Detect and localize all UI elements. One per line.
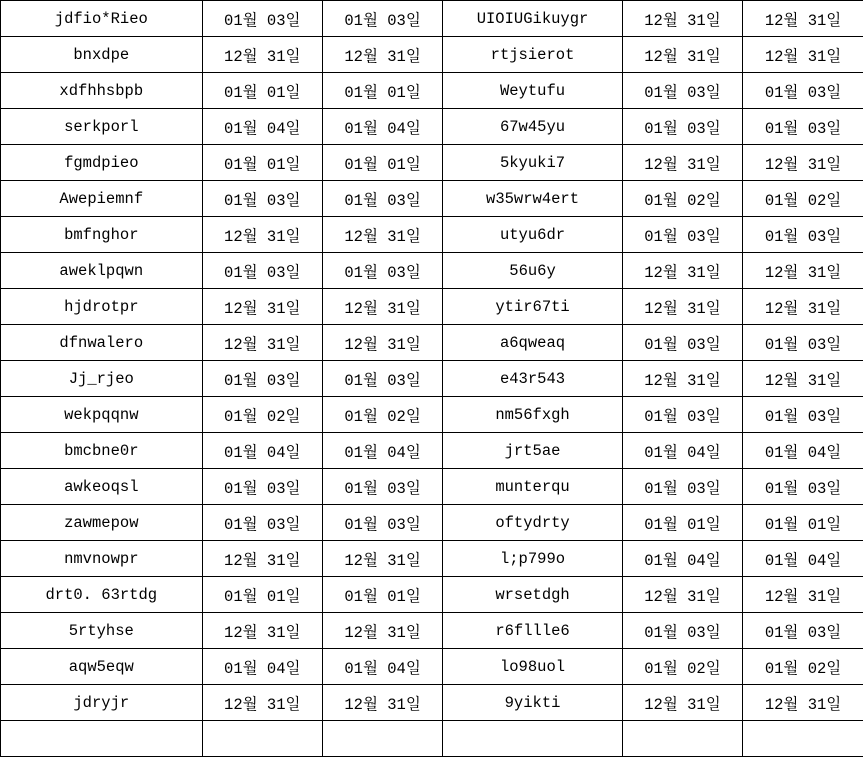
table-row [1, 37, 863, 73]
table-cell-name: ytir67ti [443, 289, 623, 325]
table-cell-date: 12월 31일 [202, 613, 322, 649]
table-cell-date: 12월 31일 [622, 145, 742, 181]
table-cell-date: 12월 31일 [202, 685, 322, 721]
table-cell-name: zawmepow [1, 505, 203, 541]
table-cell-name: dfnwalero [1, 325, 203, 361]
table-cell-name: 67w45yu [443, 109, 623, 145]
table-cell-date [743, 721, 863, 757]
table-cell-date: 12월 31일 [202, 289, 322, 325]
table-cell-name: a6qweaq [443, 325, 623, 361]
table-cell-date [622, 721, 742, 757]
table-row [1, 685, 863, 721]
table-cell-name: nm56fxgh [443, 397, 623, 433]
table-cell-name: xdfhhsbpb [1, 73, 203, 109]
table-cell-date: 01월 03일 [202, 1, 322, 37]
table-cell-date: 12월 31일 [622, 685, 742, 721]
table-cell-date: 12월 31일 [743, 361, 863, 397]
table-cell-date: 01월 03일 [743, 397, 863, 433]
table-cell-date: 01월 04일 [202, 109, 322, 145]
table-cell-date: 12월 31일 [202, 37, 322, 73]
table-row [1, 721, 863, 757]
table-cell-date: 01월 01일 [202, 145, 322, 181]
table-cell-date: 12월 31일 [322, 289, 442, 325]
table-cell-date: 01월 03일 [743, 325, 863, 361]
table-cell-date: 12월 31일 [322, 613, 442, 649]
table-cell-date: 01월 03일 [622, 217, 742, 253]
table-cell-name: 56u6y [443, 253, 623, 289]
table-cell-date: 12월 31일 [743, 37, 863, 73]
table-row [1, 433, 863, 469]
table-cell-date: 01월 01일 [322, 577, 442, 613]
table-cell-date [202, 721, 322, 757]
table-cell-date: 12월 31일 [743, 1, 863, 37]
table-cell-date: 01월 04일 [743, 541, 863, 577]
table-cell-name: e43r543 [443, 361, 623, 397]
table-row [1, 361, 863, 397]
table-row [1, 217, 863, 253]
table-cell-name: jdryjr [1, 685, 203, 721]
table-cell-date: 12월 31일 [743, 253, 863, 289]
table-cell-name [443, 721, 623, 757]
table-row [1, 541, 863, 577]
table-cell-date: 12월 31일 [743, 145, 863, 181]
table-cell-date: 01월 03일 [202, 253, 322, 289]
table-cell-date: 01월 01일 [743, 505, 863, 541]
table-cell-date: 01월 02일 [322, 397, 442, 433]
table-cell-name [1, 721, 203, 757]
table-cell-date: 01월 01일 [322, 145, 442, 181]
table-cell-date: 01월 03일 [202, 181, 322, 217]
table-cell-date: 12월 31일 [322, 37, 442, 73]
table-cell-date: 01월 04일 [622, 541, 742, 577]
table-cell-date: 01월 03일 [622, 397, 742, 433]
table-body [1, 1, 863, 757]
table-cell-date: 01월 03일 [743, 217, 863, 253]
table-cell-date: 01월 04일 [322, 649, 442, 685]
table-cell-name: aqw5eqw [1, 649, 203, 685]
table-cell-name: jrt5ae [443, 433, 623, 469]
table-cell-date: 12월 31일 [202, 541, 322, 577]
table-cell-date: 01월 03일 [322, 181, 442, 217]
table-cell-name: w35wrw4ert [443, 181, 623, 217]
table-cell-date: 01월 04일 [622, 433, 742, 469]
table-cell-name: lo98uol [443, 649, 623, 685]
table-cell-date: 01월 03일 [743, 469, 863, 505]
table-cell-date: 01월 03일 [322, 1, 442, 37]
table-cell-name: r6fllle6 [443, 613, 623, 649]
table-cell-date: 01월 01일 [202, 73, 322, 109]
table-cell-name: fgmdpieo [1, 145, 203, 181]
table-cell-date: 01월 03일 [743, 73, 863, 109]
table-cell-date: 12월 31일 [622, 289, 742, 325]
table-cell-date: 01월 03일 [622, 613, 742, 649]
table-cell-date: 12월 31일 [622, 37, 742, 73]
table-cell-name: UIOIUGikuygr [443, 1, 623, 37]
table-cell-date: 01월 02일 [743, 649, 863, 685]
table-cell-date: 12월 31일 [622, 253, 742, 289]
table-cell-date: 01월 03일 [743, 613, 863, 649]
table-row [1, 397, 863, 433]
table-cell-date: 01월 04일 [322, 433, 442, 469]
table-cell-date: 01월 03일 [322, 505, 442, 541]
table-cell-date: 01월 03일 [622, 469, 742, 505]
table-row [1, 649, 863, 685]
table-row [1, 325, 863, 361]
table-cell-name: Awepiemnf [1, 181, 203, 217]
table-cell-date: 01월 03일 [743, 109, 863, 145]
table-cell-name: nmvnowpr [1, 541, 203, 577]
table-cell-name: jdfio*Rieo [1, 1, 203, 37]
table-row [1, 253, 863, 289]
table-cell-name: l;p799o [443, 541, 623, 577]
table-cell-date: 12월 31일 [322, 217, 442, 253]
table-cell-date: 01월 01일 [322, 73, 442, 109]
table-cell-date [322, 721, 442, 757]
table-row [1, 577, 863, 613]
table-cell-name: utyu6dr [443, 217, 623, 253]
table-cell-date: 01월 04일 [202, 649, 322, 685]
table-cell-date: 12월 31일 [202, 325, 322, 361]
table-row [1, 73, 863, 109]
table-cell-date: 12월 31일 [743, 577, 863, 613]
table-cell-date: 01월 03일 [202, 505, 322, 541]
table-cell-date: 01월 03일 [622, 109, 742, 145]
table-cell-name: bmcbne0r [1, 433, 203, 469]
table-cell-name: hjdrotpr [1, 289, 203, 325]
table-cell-name: 5rtyhse [1, 613, 203, 649]
table-cell-date: 12월 31일 [202, 217, 322, 253]
table-row [1, 1, 863, 37]
table-cell-date: 12월 31일 [622, 577, 742, 613]
table-row [1, 505, 863, 541]
table-cell-date: 01월 03일 [622, 73, 742, 109]
table-cell-date: 12월 31일 [743, 685, 863, 721]
table-cell-name: Jj_rjeo [1, 361, 203, 397]
table-cell-date: 01월 03일 [322, 361, 442, 397]
table-cell-name: Weytufu [443, 73, 623, 109]
table-cell-date: 01월 01일 [622, 505, 742, 541]
table-cell-name: rtjsierot [443, 37, 623, 73]
table-cell-date: 01월 04일 [322, 109, 442, 145]
table-row [1, 469, 863, 505]
table-cell-date: 01월 03일 [322, 253, 442, 289]
table-row [1, 109, 863, 145]
table-cell-date: 01월 01일 [202, 577, 322, 613]
table-cell-name: oftydrty [443, 505, 623, 541]
table-cell-date: 01월 04일 [743, 433, 863, 469]
table-row [1, 289, 863, 325]
table-cell-name: munterqu [443, 469, 623, 505]
table-cell-date: 01월 03일 [202, 469, 322, 505]
table-cell-date: 12월 31일 [322, 685, 442, 721]
table-cell-name: 5kyuki7 [443, 145, 623, 181]
table-cell-name: bnxdpe [1, 37, 203, 73]
table-cell-date: 01월 04일 [202, 433, 322, 469]
table-cell-date: 12월 31일 [622, 1, 742, 37]
table-cell-date: 12월 31일 [622, 361, 742, 397]
table-cell-date: 12월 31일 [743, 289, 863, 325]
table-cell-date: 01월 03일 [322, 469, 442, 505]
table-cell-name: aweklpqwn [1, 253, 203, 289]
table-cell-name: wrsetdgh [443, 577, 623, 613]
table-cell-date: 01월 03일 [622, 325, 742, 361]
table-cell-date: 01월 02일 [622, 181, 742, 217]
table-cell-date: 12월 31일 [322, 325, 442, 361]
table-cell-date: 01월 02일 [622, 649, 742, 685]
table-cell-name: 9yikti [443, 685, 623, 721]
table-cell-date: 01월 02일 [202, 397, 322, 433]
table-cell-date: 01월 02일 [743, 181, 863, 217]
table-cell-name: drt0. 63rtdg [1, 577, 203, 613]
table-cell-name: awkeoqsl [1, 469, 203, 505]
table-row [1, 613, 863, 649]
table-row [1, 181, 863, 217]
table-cell-name: bmfnghor [1, 217, 203, 253]
table-cell-date: 01월 03일 [202, 361, 322, 397]
table-cell-name: wekpqqnw [1, 397, 203, 433]
table-row [1, 145, 863, 181]
table-cell-date: 12월 31일 [322, 541, 442, 577]
table-cell-name: serkporl [1, 109, 203, 145]
